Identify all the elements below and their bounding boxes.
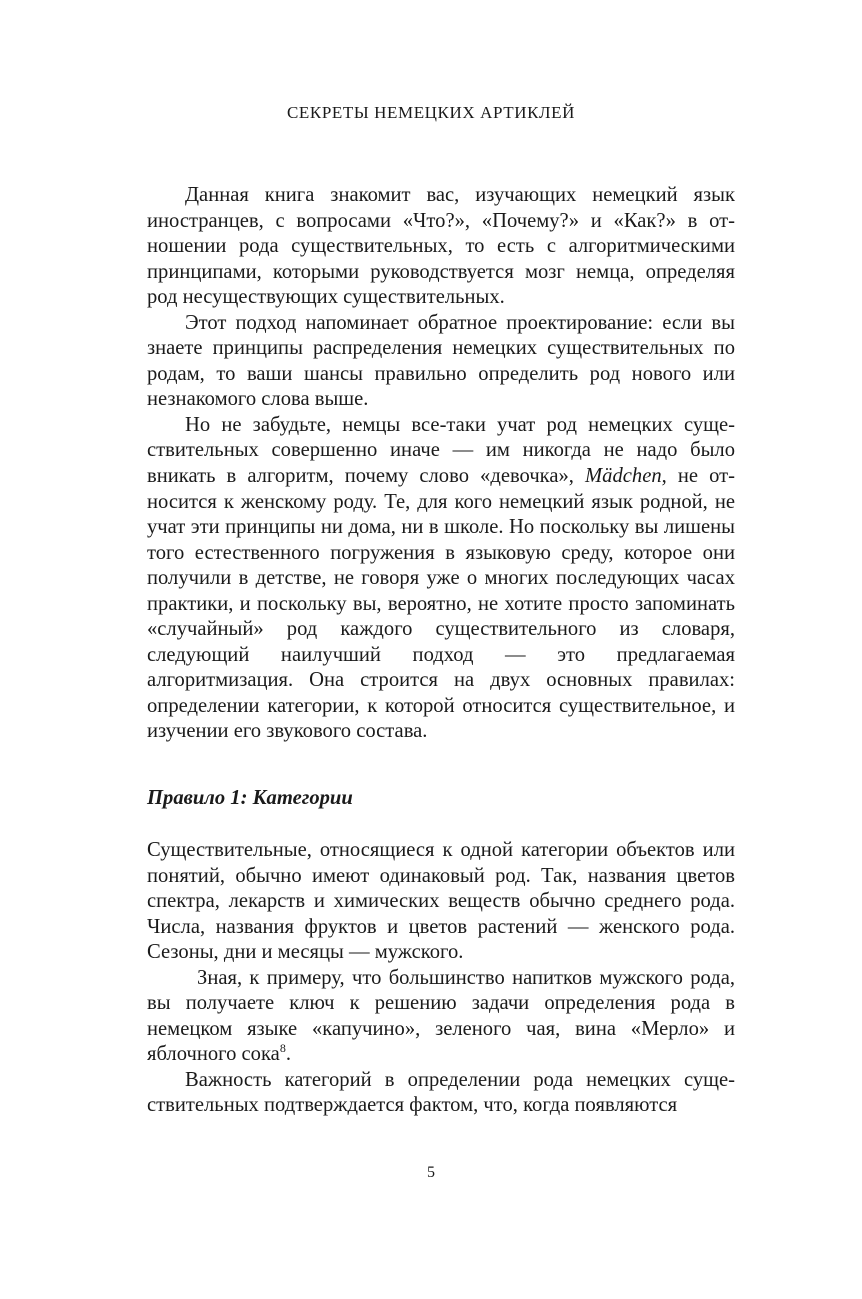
text-block-rule1 — [147, 838, 735, 1119]
text-block-intro — [147, 183, 735, 745]
paragraph: Этот подход напоминает обратное проектирование: если вы знаете принципы распределения немецких существительных по родам, то ваши шансы правильно определить род нового или незнакомого слова выше. — [147, 311, 735, 411]
italic-term: Mädchen — [585, 465, 662, 488]
paragraph-text: . — [285, 1043, 291, 1066]
section-heading: Правило 1: Категории — [147, 787, 353, 809]
paragraph: Данная книга знакомит вас, изучающих немецкий язык иностранцев, с вопросами «Что?», «Почему?» и «Как?» в отношении рода существительных, то есть с алгоритмическими принципами, которыми руководствуется мозг немца, определяя род несуществующих существительных. — [147, 184, 735, 309]
paragraph-text: , не относится к женскому роду. Те, для кого немецкий язык родной, не учат эти принципы ни дома, ни в школе. Но поскольку вы лишены того естественного погружения в языковую среду, которое они получили в детстве, не говоря уже о многих последующих часах практики, и поскольку вы, вероятно, не хотите просто запоминать «случайный» род каждого существительного из словаря, следующий наилучший подход — это предлагаемая алгоритмизация. Она строится на двух основных правилах: определении категории, к которой относится существительное, и изучении его звукового состава. — [147, 465, 735, 743]
paragraph: Существительные, относящиеся к одной категории объектов или понятий, обычно имеют одинаковый род. Так, названия цветов спектра, лекарств и химических веществ обычно среднего рода. Числа, названия фруктов и цветов растений — женского рода. Сезоны, дни и месяцы — мужского. — [147, 839, 735, 964]
running-head: СЕКРЕТЫ НЕМЕЦКИХ АРТИКЛЕЙ — [286, 103, 576, 122]
page-number: 5 — [427, 1164, 435, 1181]
paragraph-text: Но не забудьте, немцы все-таки учат род немецких существительных совершенно иначе — им никогда не надо было вникать в алгоритм, почему слово «девочка», — [147, 413, 735, 488]
paragraph — [147, 966, 735, 1068]
footnote-marker[interactable]: 8 — [279, 1041, 286, 1056]
paragraph-text: Зная, к примеру, что большинство напитков мужского рода, вы получаете ключ к решению задачи определения рода в немецком языке «капучино», зеленого чая, вина «Мерло» и яблочного сока — [147, 966, 735, 1066]
paragraph — [147, 413, 735, 745]
paragraph: Важность категорий в определении рода немецких существительных подтверждается фактом, что, когда появляются — [147, 1068, 735, 1117]
